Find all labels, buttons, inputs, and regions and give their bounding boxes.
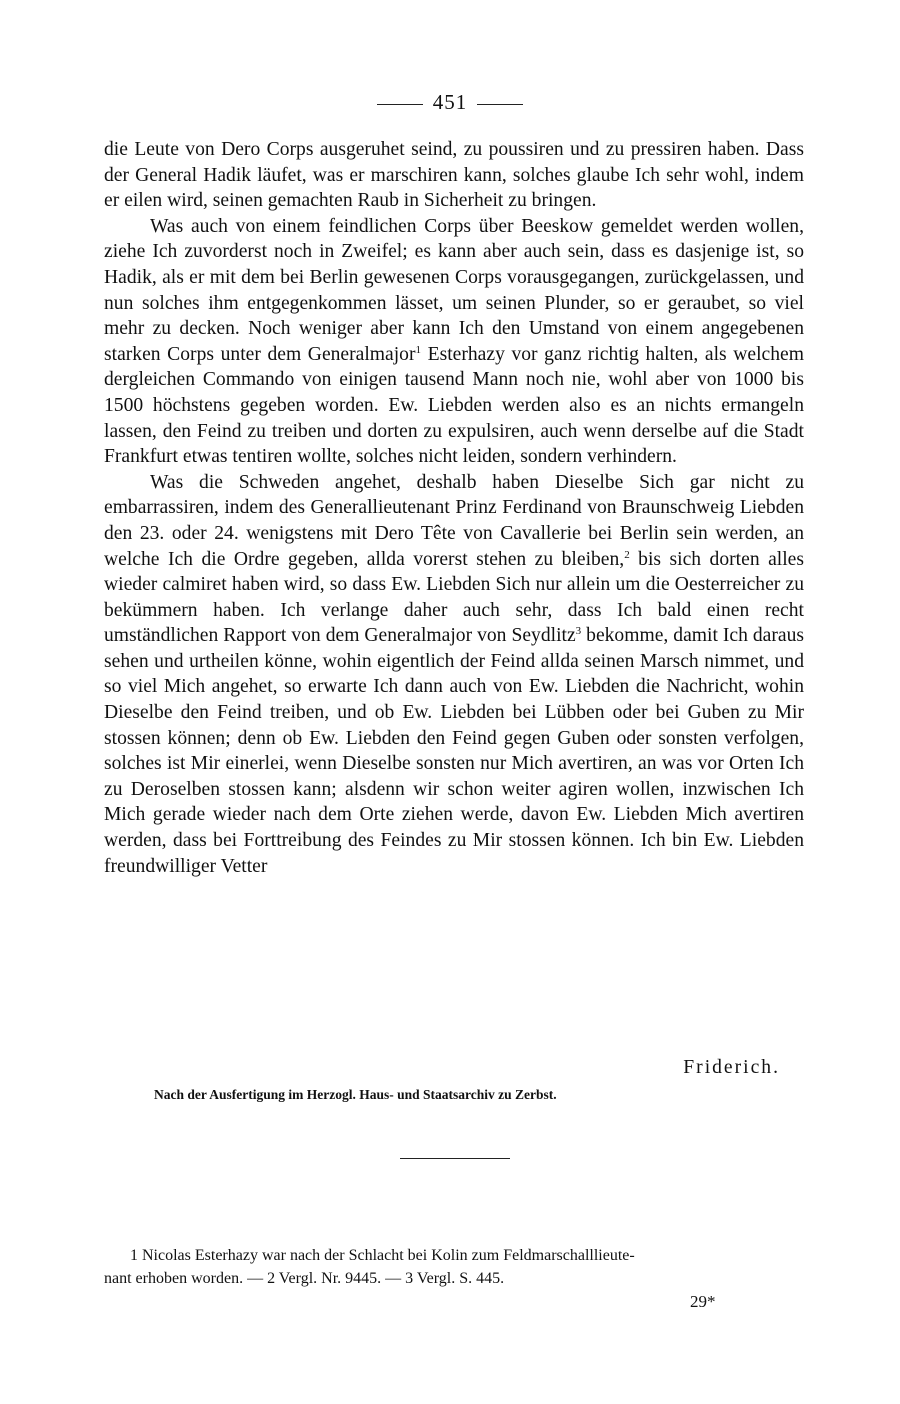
paragraph-text: die Leute von Dero Corps ausgeruhet seind, zu poussiren und zu pressiren haben. Dass der General Hadik läufet, was er marschiren kann, solches glaube Ich sehr wohl, indem er eilen wird, seinen gemachten Raub in Sicherheit zu bringen. xyxy=(104,139,804,212)
paragraph xyxy=(104,137,804,214)
page-number: 451 xyxy=(432,90,468,114)
footnote-separator xyxy=(400,1158,510,1159)
footnote-line: 1 Nicolas Esterhazy war nach der Schlacht bei Kolin zum Feldmarschalllieute- xyxy=(130,1247,635,1264)
footnotes xyxy=(104,1244,804,1290)
footnote-marker: 1 xyxy=(415,343,422,356)
signature: Friderich. xyxy=(683,1057,780,1078)
paragraph xyxy=(104,214,804,470)
page-header xyxy=(0,90,900,115)
footnote-marker: 2 xyxy=(624,548,630,561)
source-note: Nach der Ausfertigung im Herzogl. Haus- und Staatsarchiv zu Zerbst. xyxy=(154,1087,557,1102)
footnote-line: nant erhoben worden. — 2 Vergl. Nr. 9445. — 3 Vergl. S. 445. xyxy=(104,1270,505,1287)
paragraph-text: Esterhazy vor ganz richtig halten, als welchem dergleichen Commando von einigen tausend Mann noch nie, wohl aber von 1000 bis 1500 höchstens gegeben worden. Ew. Liebden werden also es an nichts ermangeln lassen, den Feind zu treiben und dorten zu expulsiren, auch wenn derselbe auf die Stadt Frankfurt etwas tentiren wollte, solches nicht leiden, sondern verhindern. xyxy=(104,343,804,468)
header-dash-right xyxy=(477,104,523,105)
header-dash-left xyxy=(377,104,423,105)
paragraph xyxy=(104,470,804,880)
paragraph-text: bis sich dorten alles wieder calmiret haben wird, so dass Ew. Liebden Sich nur allein um die Oesterreicher zu bekümmern haben. Ich verlange daher auch sehr, dass Ich bald einen recht umständlichen Rapport von dem Generalmajor von Seydlitz xyxy=(104,548,804,647)
signature-mark: 29* xyxy=(690,1292,716,1311)
letter-body xyxy=(104,137,804,879)
paragraph-text: Was auch von einem feindlichen Corps über Beeskow gemeldet werden wollen, ziehe Ich zuvorderst noch in Zweifel; es kann aber auch sein, dass es dasjenige ist, so Hadik, als er mit dem bei Berlin gewesenen Corps vorausgegangen, zurückgelassen, und nun solches ihm entgegenkommen lässet, um seinen Plunder, so er geraubet, so viel mehr zu decken. Noch weniger aber kann Ich den Umstand von einem angegebenen starken Corps unter dem Generalmajor xyxy=(104,215,804,365)
paragraph-text: bekomme, damit Ich daraus sehen und urtheilen könne, wohin eigentlich der Feind allda seinen Marsch nimmet, und so viel Mich angehet, so erwarte Ich dann auch von Ew. Liebden die Nachricht, wohin Dieselbe den Feind treiben, und ob Ew. Liebden bei Lübben oder bei Guben zu Mir stossen können; denn ob Ew. Liebden den Feind gegen Guben oder sonsten verfolgen, solches ist Mir einerlei, wenn Dieselbe sonsten nur Mich avertiren, an was vor Orten Ich zu Deroselben stossen kann; alsdenn wir schon weiter agiren wollen, inzwischen Ich Mich gerade wieder nach dem Orte ziehen werde, davon Ew. Liebden Mich avertiren werden, dass bei Forttreibung des Feindes zu Mir stossen können. Ich bin Ew. Liebden freundwilliger Vetter xyxy=(104,625,804,877)
footnote-marker: 3 xyxy=(575,625,582,638)
paragraph-text: Was die Schweden angehet, deshalb haben Dieselbe Sich gar nicht zu embarrassiren, indem des Generallieutenant Prinz Ferdinand von Braunschweig Liebden den 23. oder 24. wenigstens mit Dero Tête von Cavallerie bei Berlin sein werden, an welche Ich die Ordre gegeben, allda vorerst stehen zu bleiben, xyxy=(104,471,804,570)
